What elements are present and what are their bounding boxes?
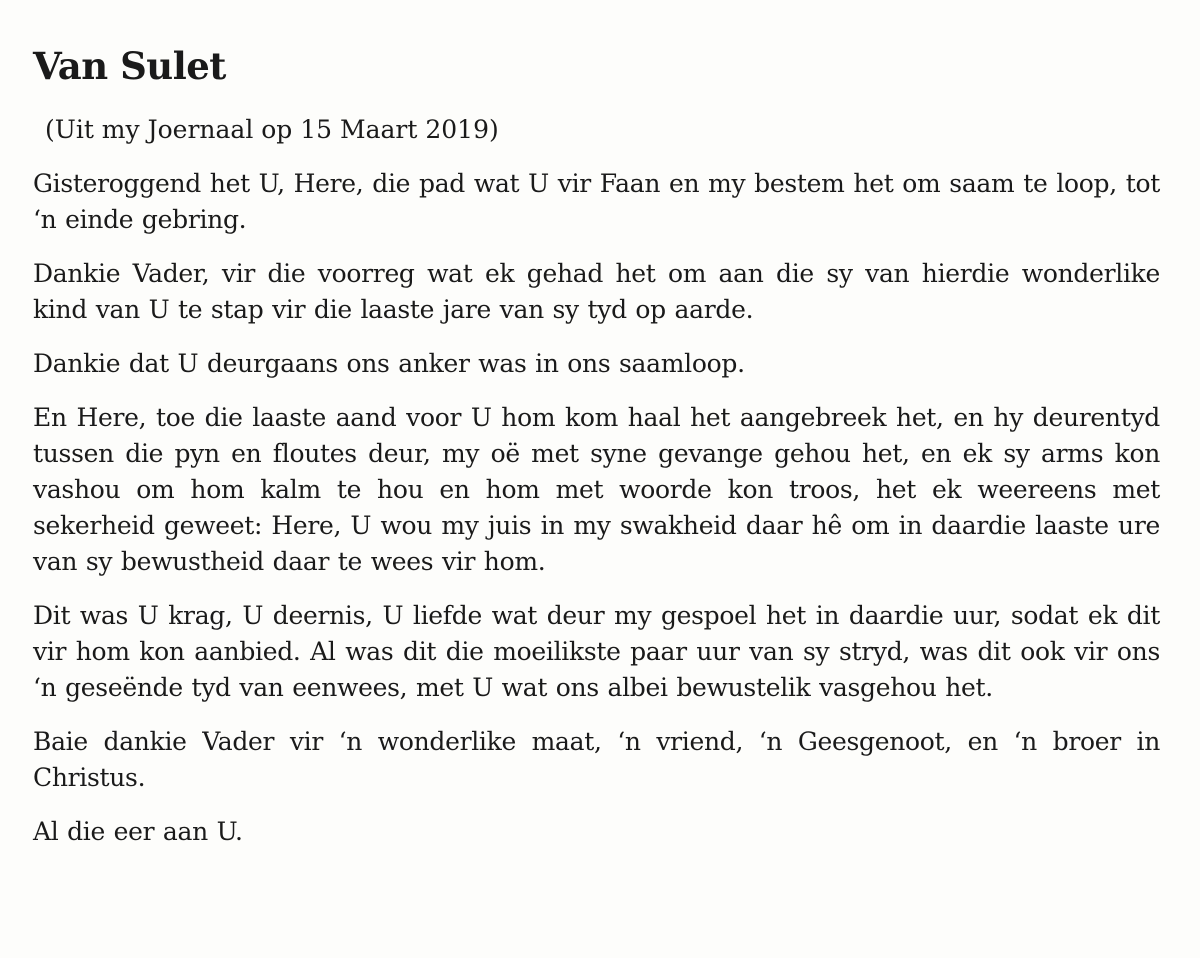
paragraph-4: En Here, toe die laaste aand voor U hom kom haal het aangebreek het, en hy deurentyd tussen die pyn en floutes deur, my oë met syne gevange gehou het, en ek sy arms kon vashou om hom kalm te hou en hom met woorde kon troos, het ek weereens met sekerheid geweet: Here, U wou my juis in my swakheid daar hê om in daardie laaste ure van sy bewustheid daar te wees vir hom. — [33, 403, 1160, 576]
paragraph-3: Dankie dat U deurgaans ons anker was in ons saamloop. — [33, 349, 745, 378]
document-title: Van Sulet — [33, 44, 226, 88]
paragraph-6: Baie dankie Vader vir ‘n wonderlike maat, ‘n vriend, ‘n Geesgenoot, en ‘n broer in Christus. — [33, 727, 1160, 792]
paragraph-2: Dankie Vader, vir die voorreg wat ek gehad het om aan die sy van hierdie wonderlike kind van U te stap vir die laaste jare van sy tyd op aarde. — [33, 259, 1160, 324]
paragraph-7: Al die eer aan U. — [33, 817, 243, 846]
journal-date-subtitle: (Uit my Joernaal op 15 Maart 2019) — [45, 115, 499, 144]
paragraph-5: Dit was U krag, U deernis, U liefde wat deur my gespoel het in daardie uur, sodat ek dit vir hom kon aanbied. Al was dit die moeilikste paar uur van sy stryd, was dit ook vir ons ‘n geseënde tyd van eenwees, met U wat ons albei bewustelik vasgehou het. — [33, 601, 1160, 702]
paragraph-1: Gisteroggend het U, Here, die pad wat U vir Faan en my bestem het om saam te loop, tot ‘n einde gebring. — [33, 169, 1160, 234]
